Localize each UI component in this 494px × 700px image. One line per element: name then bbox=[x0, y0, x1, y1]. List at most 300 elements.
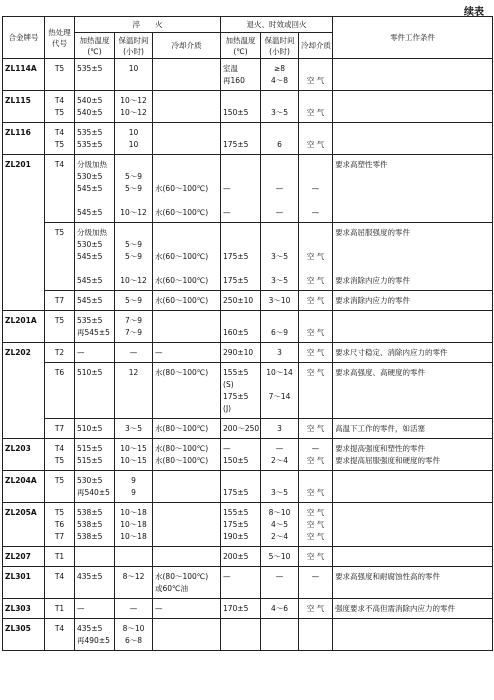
temper-medium-cell bbox=[299, 439, 333, 471]
temper-temp-cell bbox=[221, 91, 261, 123]
conditions-cell bbox=[333, 619, 493, 651]
conditions-cell bbox=[333, 471, 493, 503]
quench-medium-cell-line: — bbox=[155, 604, 163, 613]
conditions-cell bbox=[333, 599, 493, 619]
temper-temp-cell-line: (S) bbox=[223, 380, 234, 389]
header-conditions: 零件工作条件 bbox=[333, 17, 493, 59]
conditions-cell-line: 高温下工作的零件，如活塞 bbox=[335, 424, 426, 433]
temper-temp-cell-line bbox=[223, 239, 258, 251]
quench-temp-cell-line: 545±5 bbox=[77, 276, 103, 285]
temper-medium-cell-line: — bbox=[311, 572, 320, 581]
temper-time-cell-line: 2～4 bbox=[271, 532, 289, 541]
alloy-cell: ZL301 bbox=[3, 567, 45, 599]
quench-medium-cell-line: 水(80～100℃) bbox=[155, 572, 209, 581]
table-row bbox=[3, 91, 493, 123]
quench-time-cell-line: 10～18 bbox=[120, 532, 147, 541]
quench-time-cell-line: 10 bbox=[128, 128, 139, 137]
alloy-cell: ZL202 bbox=[3, 343, 45, 439]
temper-temp-cell-line: — bbox=[223, 572, 231, 581]
code-cell bbox=[45, 123, 75, 155]
quench-temp-cell bbox=[75, 91, 115, 123]
conditions-cell-line: 要求尺寸稳定、消除内应力的零件 bbox=[335, 348, 448, 357]
temper-medium-cell-line bbox=[301, 63, 330, 75]
conditions-cell-line bbox=[335, 63, 490, 75]
temper-temp-cell-line: 170±5 bbox=[223, 604, 249, 613]
conditions-cell-line bbox=[335, 239, 490, 251]
quench-medium-cell-line bbox=[155, 63, 218, 75]
header-quench: 淬 火 bbox=[75, 17, 221, 33]
quench-temp-cell-line: 535±5 bbox=[77, 140, 103, 149]
quench-temp-cell-line bbox=[77, 195, 112, 207]
temper-time-cell bbox=[261, 343, 299, 363]
header-temper: 退火、时效或回火 bbox=[221, 17, 333, 33]
temper-temp-cell bbox=[221, 567, 261, 599]
quench-temp-cell-line: 530±5 bbox=[77, 476, 103, 485]
temper-medium-cell bbox=[299, 567, 333, 599]
code-cell-line: T4 bbox=[54, 128, 65, 137]
temper-medium-cell-line: 空 气 bbox=[306, 140, 325, 149]
quench-time-cell-line: 9 bbox=[131, 488, 136, 497]
conditions-cell bbox=[333, 547, 493, 567]
alloy-cell: ZL115 bbox=[3, 91, 45, 123]
temper-time-cell-line: 3～5 bbox=[271, 108, 289, 117]
conditions-cell bbox=[333, 419, 493, 439]
quench-medium-cell bbox=[153, 471, 221, 503]
quench-time-cell-line bbox=[117, 227, 150, 239]
table-row bbox=[3, 567, 493, 599]
quench-time-cell-line: 7～9 bbox=[124, 328, 143, 337]
conditions-cell bbox=[333, 223, 493, 291]
temper-temp-cell bbox=[221, 439, 261, 471]
code-cell bbox=[45, 439, 75, 471]
temper-temp-cell-line: 175±5 bbox=[223, 140, 249, 149]
conditions-cell-line: 要求高塑性零件 bbox=[335, 160, 388, 169]
table-row bbox=[3, 291, 493, 311]
temper-medium-cell bbox=[299, 311, 333, 343]
continued-label: 续表 bbox=[464, 7, 484, 18]
temper-temp-cell bbox=[221, 223, 261, 291]
quench-time-cell-line: 10～12 bbox=[120, 276, 147, 285]
alloy-cell: ZL207 bbox=[3, 547, 45, 567]
quench-time-cell bbox=[115, 123, 153, 155]
quench-medium-cell-line bbox=[155, 623, 218, 635]
quench-medium-cell-line: 水(80～100℃) bbox=[155, 424, 209, 433]
temper-temp-cell-line: 175±5 bbox=[223, 276, 249, 285]
quench-temp-cell-line: 530±5 bbox=[77, 172, 103, 181]
temper-medium-cell-line bbox=[301, 95, 330, 107]
quench-time-cell bbox=[115, 599, 153, 619]
temper-temp-cell-line: 290±10 bbox=[223, 348, 254, 357]
temper-medium-cell-line: — bbox=[311, 444, 320, 453]
table-body bbox=[3, 59, 493, 651]
temper-time-cell-line: 6 bbox=[277, 140, 282, 149]
temper-time-cell-line bbox=[263, 95, 296, 107]
quench-temp-cell bbox=[75, 471, 115, 503]
temper-temp-cell bbox=[221, 599, 261, 619]
conditions-cell-line bbox=[335, 507, 490, 519]
quench-medium-cell bbox=[153, 223, 221, 291]
temper-medium-cell-line: 空 气 bbox=[306, 108, 325, 117]
quench-medium-cell-line: 水(60～100℃) bbox=[155, 208, 209, 217]
quench-temp-cell bbox=[75, 419, 115, 439]
temper-time-cell-line bbox=[263, 195, 296, 207]
quench-time-cell-line: — bbox=[129, 604, 138, 613]
conditions-cell-line: 要求消除内应力的零件 bbox=[335, 296, 411, 305]
code-cell-line: T6 bbox=[54, 520, 65, 529]
temper-temp-cell bbox=[221, 363, 261, 419]
code-cell bbox=[45, 471, 75, 503]
temper-temp-cell-line bbox=[223, 127, 258, 139]
temper-medium-cell-line bbox=[301, 623, 330, 635]
conditions-cell-line: 要求高强度和耐腐蚀性高的零件 bbox=[335, 572, 441, 581]
quench-medium-cell-line: 水(60～100℃) bbox=[155, 276, 209, 285]
conditions-cell bbox=[333, 503, 493, 547]
temper-medium-cell bbox=[299, 547, 333, 567]
temper-temp-cell-line: 150±5 bbox=[223, 456, 249, 465]
quench-temp-cell bbox=[75, 503, 115, 547]
code-cell-line: T4 bbox=[54, 160, 65, 169]
quench-temp-cell-line: 分级加热 bbox=[77, 160, 107, 169]
temper-medium-cell-line: 空 气 bbox=[306, 368, 325, 377]
quench-time-cell bbox=[115, 59, 153, 91]
quench-time-cell-line: 9 bbox=[131, 476, 136, 485]
quench-medium-cell-line: 水(80～100℃) bbox=[155, 456, 209, 465]
temper-time-cell-line bbox=[263, 171, 296, 183]
quench-medium-cell bbox=[153, 419, 221, 439]
conditions-cell-line bbox=[335, 551, 490, 563]
temper-temp-cell-line: 175±5 bbox=[223, 392, 249, 401]
quench-medium-cell-line bbox=[155, 127, 218, 139]
temper-temp-cell bbox=[221, 311, 261, 343]
quench-medium-cell bbox=[153, 123, 221, 155]
temper-temp-cell-line: 155±5 bbox=[223, 508, 249, 517]
quench-medium-cell bbox=[153, 619, 221, 651]
conditions-cell bbox=[333, 363, 493, 419]
quench-medium-cell-line bbox=[155, 195, 218, 207]
code-cell-line: T1 bbox=[54, 604, 65, 613]
temper-medium-cell-line bbox=[301, 315, 330, 327]
temper-time-cell-line bbox=[263, 263, 296, 275]
code-cell-line: T5 bbox=[54, 476, 65, 485]
temper-medium-cell-line: 空 气 bbox=[306, 348, 325, 357]
quench-temp-cell-line: 535±5 bbox=[77, 64, 103, 73]
temper-time-cell bbox=[261, 223, 299, 291]
temper-temp-cell-line: 175±5 bbox=[223, 488, 249, 497]
quench-temp-cell-line: 435±5 bbox=[77, 572, 103, 581]
quench-time-cell-line: 3～5 bbox=[124, 424, 143, 433]
code-cell bbox=[45, 155, 75, 223]
quench-time-cell bbox=[115, 567, 153, 599]
header-q-temp: 加热温度(℃) bbox=[75, 33, 115, 59]
temper-temp-cell-line: 160±5 bbox=[223, 328, 249, 337]
code-cell bbox=[45, 343, 75, 363]
quench-medium-cell bbox=[153, 567, 221, 599]
code-cell-line: T4 bbox=[54, 96, 65, 105]
temper-medium-cell bbox=[299, 471, 333, 503]
temper-medium-cell-line: 空 气 bbox=[306, 424, 325, 433]
temper-medium-cell-line: 空 气 bbox=[306, 552, 325, 561]
quench-medium-cell bbox=[153, 599, 221, 619]
conditions-cell-line bbox=[335, 95, 490, 107]
temper-medium-cell-line: 空 气 bbox=[306, 508, 325, 517]
alloy-cell: ZL114A bbox=[3, 59, 45, 91]
code-cell bbox=[45, 547, 75, 567]
temper-temp-cell-line: — bbox=[223, 444, 231, 453]
conditions-cell-line bbox=[335, 263, 490, 275]
code-cell bbox=[45, 91, 75, 123]
quench-medium-cell-line bbox=[155, 227, 218, 239]
quench-medium-cell-line bbox=[155, 475, 218, 487]
temper-time-cell bbox=[261, 363, 299, 419]
temper-medium-cell-line bbox=[301, 239, 330, 251]
temper-temp-cell-line: 175±5 bbox=[223, 520, 249, 529]
quench-time-cell bbox=[115, 91, 153, 123]
temper-time-cell-line: 4～5 bbox=[271, 520, 289, 529]
conditions-cell-line: 要求提高屈服强度和硬度的零件 bbox=[335, 456, 441, 465]
temper-medium-cell-line: 空 气 bbox=[306, 76, 325, 85]
code-cell bbox=[45, 419, 75, 439]
code-cell bbox=[45, 223, 75, 291]
temper-temp-cell bbox=[221, 123, 261, 155]
quench-temp-cell-line: 再545±5 bbox=[77, 328, 110, 337]
temper-time-cell-line: — bbox=[275, 184, 284, 193]
alloy-cell: ZL201A bbox=[3, 311, 45, 343]
temper-time-cell bbox=[261, 91, 299, 123]
quench-time-cell bbox=[115, 439, 153, 471]
temper-temp-cell-line: 250±10 bbox=[223, 296, 254, 305]
quench-time-cell bbox=[115, 155, 153, 223]
quench-time-cell-line: 5～9 bbox=[124, 240, 143, 249]
temper-temp-cell bbox=[221, 547, 261, 567]
table-row bbox=[3, 419, 493, 439]
temper-temp-cell-line bbox=[223, 227, 258, 239]
quench-medium-cell-line: 水(60～100℃) bbox=[155, 252, 209, 261]
quench-temp-cell-line: 545±5 bbox=[77, 208, 103, 217]
temper-temp-cell-line bbox=[223, 171, 258, 183]
conditions-cell bbox=[333, 439, 493, 471]
quench-temp-cell bbox=[75, 567, 115, 599]
temper-time-cell-line: 10～14 bbox=[266, 368, 293, 377]
code-cell bbox=[45, 567, 75, 599]
header-alloy: 合金牌号 bbox=[3, 17, 45, 59]
code-cell-line: T5 bbox=[54, 108, 65, 117]
temper-time-cell-line bbox=[263, 127, 296, 139]
quench-temp-cell-line: 538±5 bbox=[77, 532, 103, 541]
quench-temp-cell-line: 再490±5 bbox=[77, 636, 110, 645]
temper-temp-cell bbox=[221, 503, 261, 547]
temper-time-cell-line: 8～10 bbox=[268, 508, 291, 517]
table-row bbox=[3, 471, 493, 503]
temper-time-cell-line: — bbox=[275, 208, 284, 217]
quench-temp-cell bbox=[75, 123, 115, 155]
conditions-cell-line: 要求提高强度和塑性的零件 bbox=[335, 444, 426, 453]
quench-medium-cell bbox=[153, 291, 221, 311]
temper-time-cell-line: 4～8 bbox=[271, 76, 289, 85]
quench-temp-cell-line: 435±5 bbox=[77, 624, 103, 633]
temper-medium-cell-line bbox=[301, 171, 330, 183]
code-cell-line: T1 bbox=[54, 552, 65, 561]
code-cell bbox=[45, 503, 75, 547]
code-cell bbox=[45, 599, 75, 619]
quench-time-cell bbox=[115, 619, 153, 651]
temper-temp-cell-line: 再160 bbox=[223, 76, 245, 85]
alloy-cell: ZL303 bbox=[3, 599, 45, 619]
temper-time-cell bbox=[261, 471, 299, 503]
table-row bbox=[3, 59, 493, 91]
alloy-cell: ZL116 bbox=[3, 123, 45, 155]
quench-time-cell-line: 10 bbox=[128, 140, 139, 149]
table-row bbox=[3, 223, 493, 291]
code-cell-line: T7 bbox=[54, 532, 65, 541]
temper-temp-cell bbox=[221, 59, 261, 91]
quench-time-cell bbox=[115, 291, 153, 311]
quench-medium-cell-line: 或60℃油 bbox=[155, 584, 188, 593]
conditions-cell-line: 强度要求不高但需消除内应力的零件 bbox=[335, 604, 456, 613]
quench-temp-cell-line: 再540±5 bbox=[77, 488, 110, 497]
quench-temp-cell-line: 分级加热 bbox=[77, 228, 107, 237]
quench-medium-cell-line bbox=[155, 315, 218, 327]
quench-temp-cell bbox=[75, 291, 115, 311]
temper-medium-cell-line: — bbox=[311, 208, 320, 217]
code-cell-line: T4 bbox=[54, 444, 65, 453]
quench-medium-cell-line: 水(60～100℃) bbox=[155, 184, 209, 193]
quench-time-cell-line: 8～10 bbox=[122, 624, 145, 633]
temper-medium-cell bbox=[299, 291, 333, 311]
temper-medium-cell-line bbox=[301, 159, 330, 171]
quench-medium-cell-line bbox=[155, 507, 218, 519]
temper-medium-cell bbox=[299, 503, 333, 547]
quench-medium-cell bbox=[153, 155, 221, 223]
quench-time-cell bbox=[115, 419, 153, 439]
quench-medium-cell-line bbox=[155, 159, 218, 171]
temper-medium-cell-line: 空 气 bbox=[306, 520, 325, 529]
temper-medium-cell-line: 空 气 bbox=[306, 532, 325, 541]
conditions-cell bbox=[333, 59, 493, 91]
quench-medium-cell-line bbox=[155, 95, 218, 107]
conditions-cell-line bbox=[335, 315, 490, 327]
conditions-cell-line bbox=[335, 623, 490, 635]
quench-time-cell-line bbox=[117, 263, 150, 275]
temper-time-cell bbox=[261, 567, 299, 599]
temper-temp-cell bbox=[221, 419, 261, 439]
header-code: 热处理代号 bbox=[45, 17, 75, 59]
alloy-cell: ZL203 bbox=[3, 439, 45, 471]
quench-medium-cell bbox=[153, 547, 221, 567]
code-cell-line: T5 bbox=[54, 228, 65, 237]
temper-time-cell-line: — bbox=[275, 444, 284, 453]
temper-time-cell-line: 3～5 bbox=[271, 252, 289, 261]
temper-temp-cell bbox=[221, 155, 261, 223]
temper-temp-cell-line bbox=[223, 623, 258, 635]
code-cell-line: T5 bbox=[54, 508, 65, 517]
quench-time-cell-line: 5～9 bbox=[124, 172, 143, 181]
temper-time-cell-line: — bbox=[275, 572, 284, 581]
temper-time-cell-line bbox=[263, 623, 296, 635]
quench-temp-cell-line: 510±5 bbox=[77, 368, 103, 377]
quench-temp-cell bbox=[75, 439, 115, 471]
quench-time-cell-line: 12 bbox=[128, 368, 139, 377]
temper-time-cell-line bbox=[263, 403, 296, 415]
code-cell bbox=[45, 311, 75, 343]
quench-time-cell-line bbox=[117, 159, 150, 171]
temper-time-cell-line: ≥8 bbox=[274, 64, 286, 73]
temper-medium-cell-line bbox=[301, 475, 330, 487]
header-q-time: 保温时间(小时) bbox=[115, 33, 153, 59]
temper-time-cell-line: 3 bbox=[277, 348, 282, 357]
temper-temp-cell-line: 175±5 bbox=[223, 252, 249, 261]
quench-time-cell-line: 10～12 bbox=[120, 208, 147, 217]
temper-medium-cell-line bbox=[301, 263, 330, 275]
quench-time-cell-line bbox=[117, 551, 150, 563]
quench-temp-cell-line bbox=[77, 551, 112, 563]
code-cell-line: T7 bbox=[54, 424, 65, 433]
quench-time-cell bbox=[115, 471, 153, 503]
table-row bbox=[3, 439, 493, 471]
temper-temp-cell bbox=[221, 471, 261, 503]
temper-medium-cell-line: 空 气 bbox=[306, 252, 325, 261]
conditions-cell-line bbox=[335, 475, 490, 487]
table-row bbox=[3, 599, 493, 619]
temper-medium-cell-line: 空 气 bbox=[306, 488, 325, 497]
alloy-cell: ZL204A bbox=[3, 471, 45, 503]
alloy-cell: ZL305 bbox=[3, 619, 45, 651]
quench-time-cell-line: 6～8 bbox=[124, 636, 143, 645]
quench-medium-cell-line bbox=[155, 551, 218, 563]
conditions-cell bbox=[333, 311, 493, 343]
quench-temp-cell-line: 540±5 bbox=[77, 96, 103, 105]
temper-medium-cell-line: 空 气 bbox=[306, 276, 325, 285]
code-cell-line: T6 bbox=[54, 368, 65, 377]
header-t-temp: 加热温度(℃) bbox=[221, 33, 261, 59]
quench-time-cell bbox=[115, 343, 153, 363]
temper-temp-cell-line: 200～250 bbox=[223, 424, 260, 433]
temper-time-cell-line: 7～14 bbox=[268, 392, 291, 401]
temper-temp-cell-line: — bbox=[223, 184, 231, 193]
temper-medium-cell-line: 空 气 bbox=[306, 328, 325, 337]
table-row bbox=[3, 311, 493, 343]
code-cell-line: T4 bbox=[54, 572, 65, 581]
conditions-cell-line: 要求消除内应力的零件 bbox=[335, 276, 411, 285]
heat-treatment-table bbox=[2, 16, 493, 651]
quench-time-cell-line bbox=[117, 195, 150, 207]
table-row bbox=[3, 363, 493, 419]
quench-medium-cell bbox=[153, 503, 221, 547]
quench-medium-cell-line: — bbox=[155, 348, 163, 357]
temper-time-cell-line bbox=[263, 159, 296, 171]
temper-medium-cell bbox=[299, 91, 333, 123]
temper-temp-cell bbox=[221, 291, 261, 311]
temper-temp-cell-line: (J) bbox=[223, 404, 232, 413]
temper-time-cell-line bbox=[263, 315, 296, 327]
temper-medium-cell bbox=[299, 59, 333, 91]
quench-time-cell-line: 10～15 bbox=[120, 456, 147, 465]
temper-time-cell bbox=[261, 503, 299, 547]
code-cell-line: T5 bbox=[54, 64, 65, 73]
temper-medium-cell bbox=[299, 223, 333, 291]
quench-temp-cell bbox=[75, 619, 115, 651]
conditions-cell bbox=[333, 123, 493, 155]
temper-medium-cell bbox=[299, 599, 333, 619]
quench-time-cell bbox=[115, 363, 153, 419]
quench-temp-cell bbox=[75, 223, 115, 291]
temper-temp-cell-line: 150±5 bbox=[223, 108, 249, 117]
quench-time-cell-line: 10 bbox=[128, 64, 139, 73]
temper-time-cell bbox=[261, 311, 299, 343]
quench-time-cell bbox=[115, 503, 153, 547]
quench-temp-cell bbox=[75, 547, 115, 567]
temper-medium-cell-line bbox=[301, 127, 330, 139]
temper-medium-cell bbox=[299, 619, 333, 651]
